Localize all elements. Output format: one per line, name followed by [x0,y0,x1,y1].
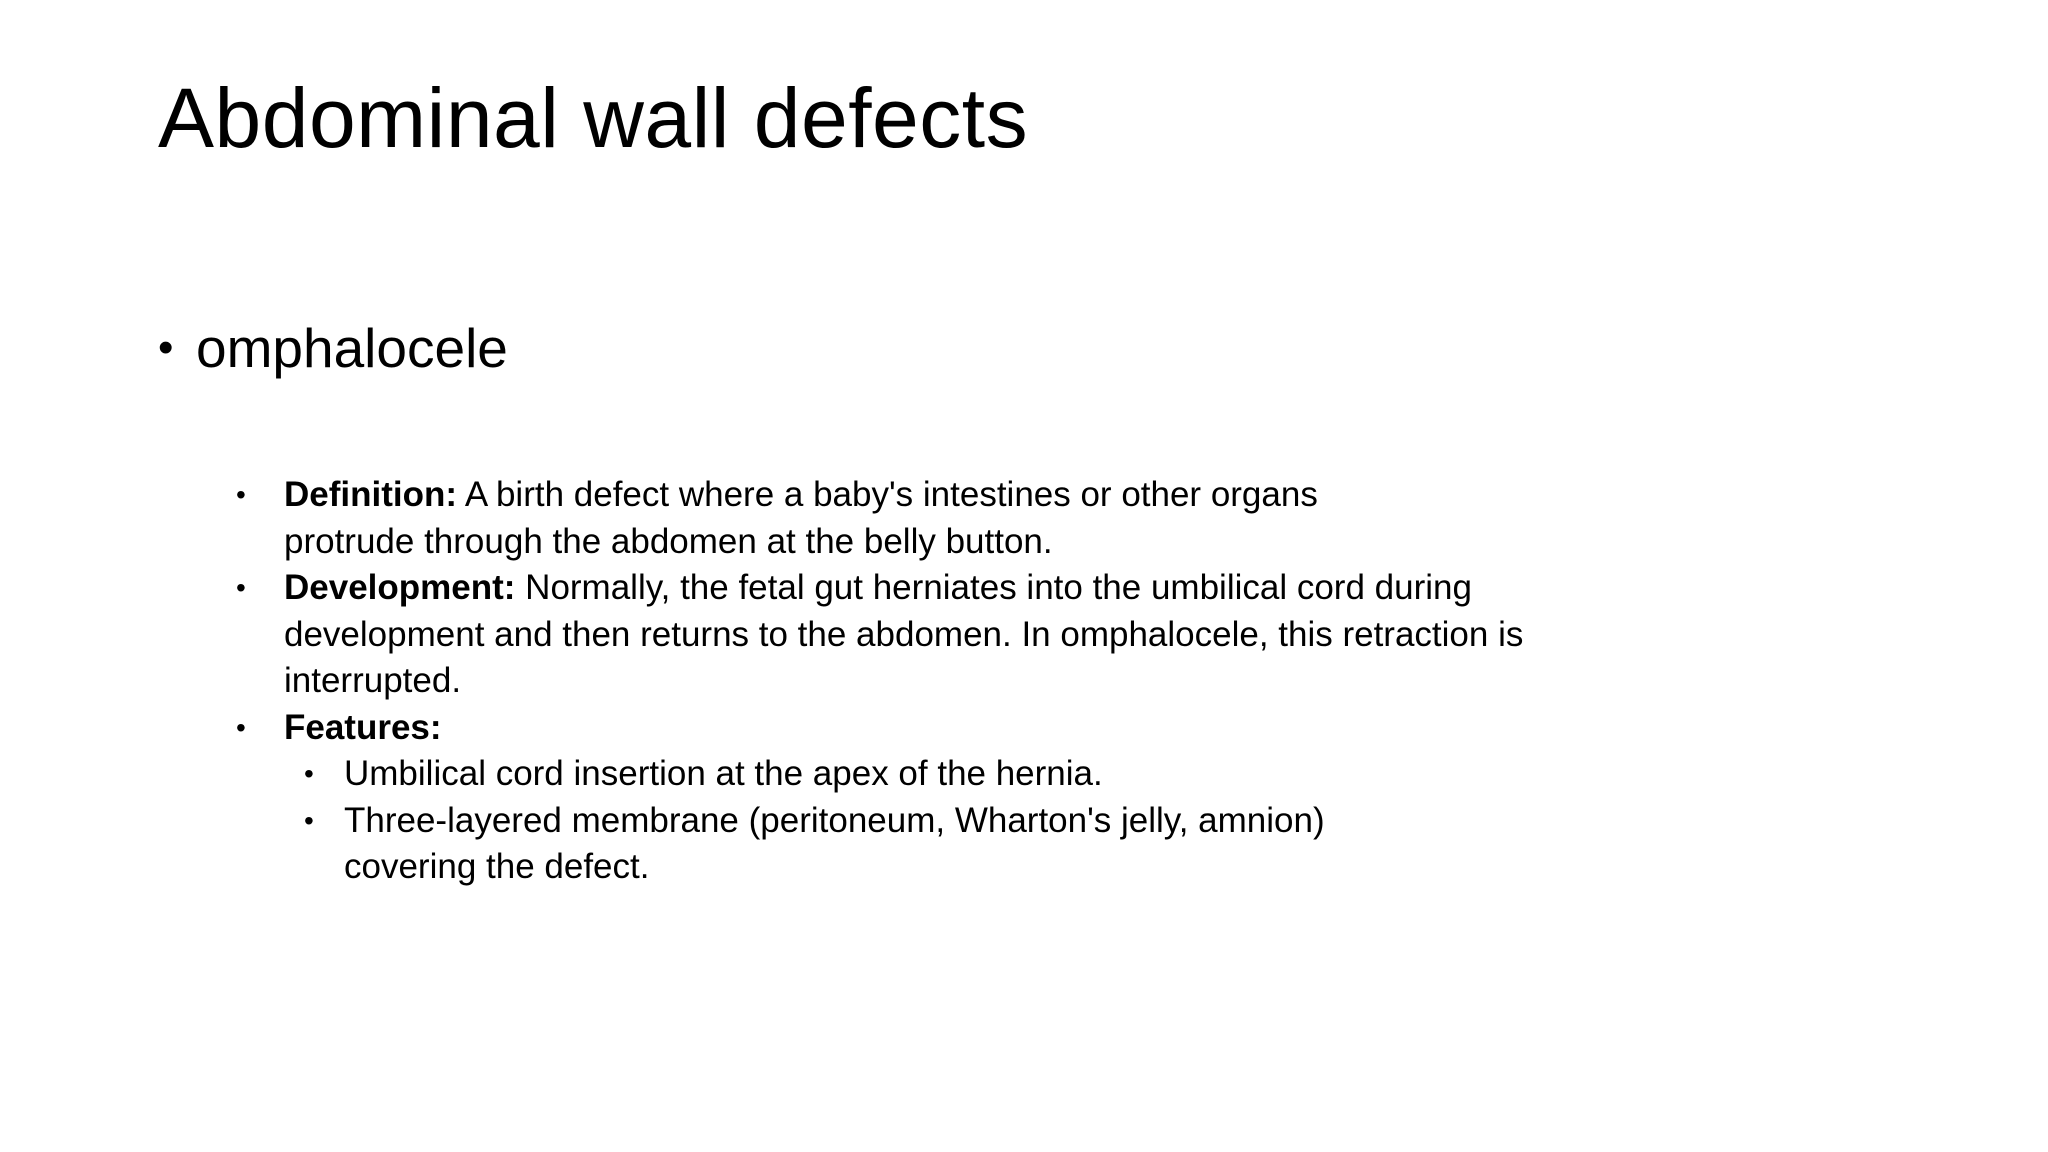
feature-text: Three-layered membrane (peritoneum, Wharton's jelly, amnion) covering the defect. [344,800,1325,886]
development-text: Normally, the fetal gut herniates into the umbilical cord during development and then returns to the abdomen. In omphalocele, this retraction is interrupted. [284,568,1524,700]
bullet-icon: • [304,804,314,836]
feature-text: Umbilical cord insertion at the apex of the hernia. [344,754,1103,793]
definition-text: A birth defect where a baby's intestines or other organs protrude through the abdomen at the belly button. [284,475,1318,561]
definition-label: Definition: [284,475,458,514]
development-label: Development: [284,568,516,607]
list-item-features [236,705,1516,752]
bullet-icon: • [304,758,314,789]
list-item-definition [236,472,1414,565]
bullet-icon: • [158,323,174,372]
features-label: Features: [284,707,442,747]
list-item-feature [304,798,1354,891]
list-item-development [236,565,1544,705]
slide-title: Abdominal wall defects [158,71,1029,165]
bullet-icon: • [236,572,246,603]
bullet-icon: • [236,711,246,743]
sub-bullet-list [236,472,1524,891]
list-item-feature [304,751,1354,798]
bullet-icon: • [236,479,246,510]
main-bullet [158,312,508,384]
main-bullet-text: omphalocele [196,317,508,379]
